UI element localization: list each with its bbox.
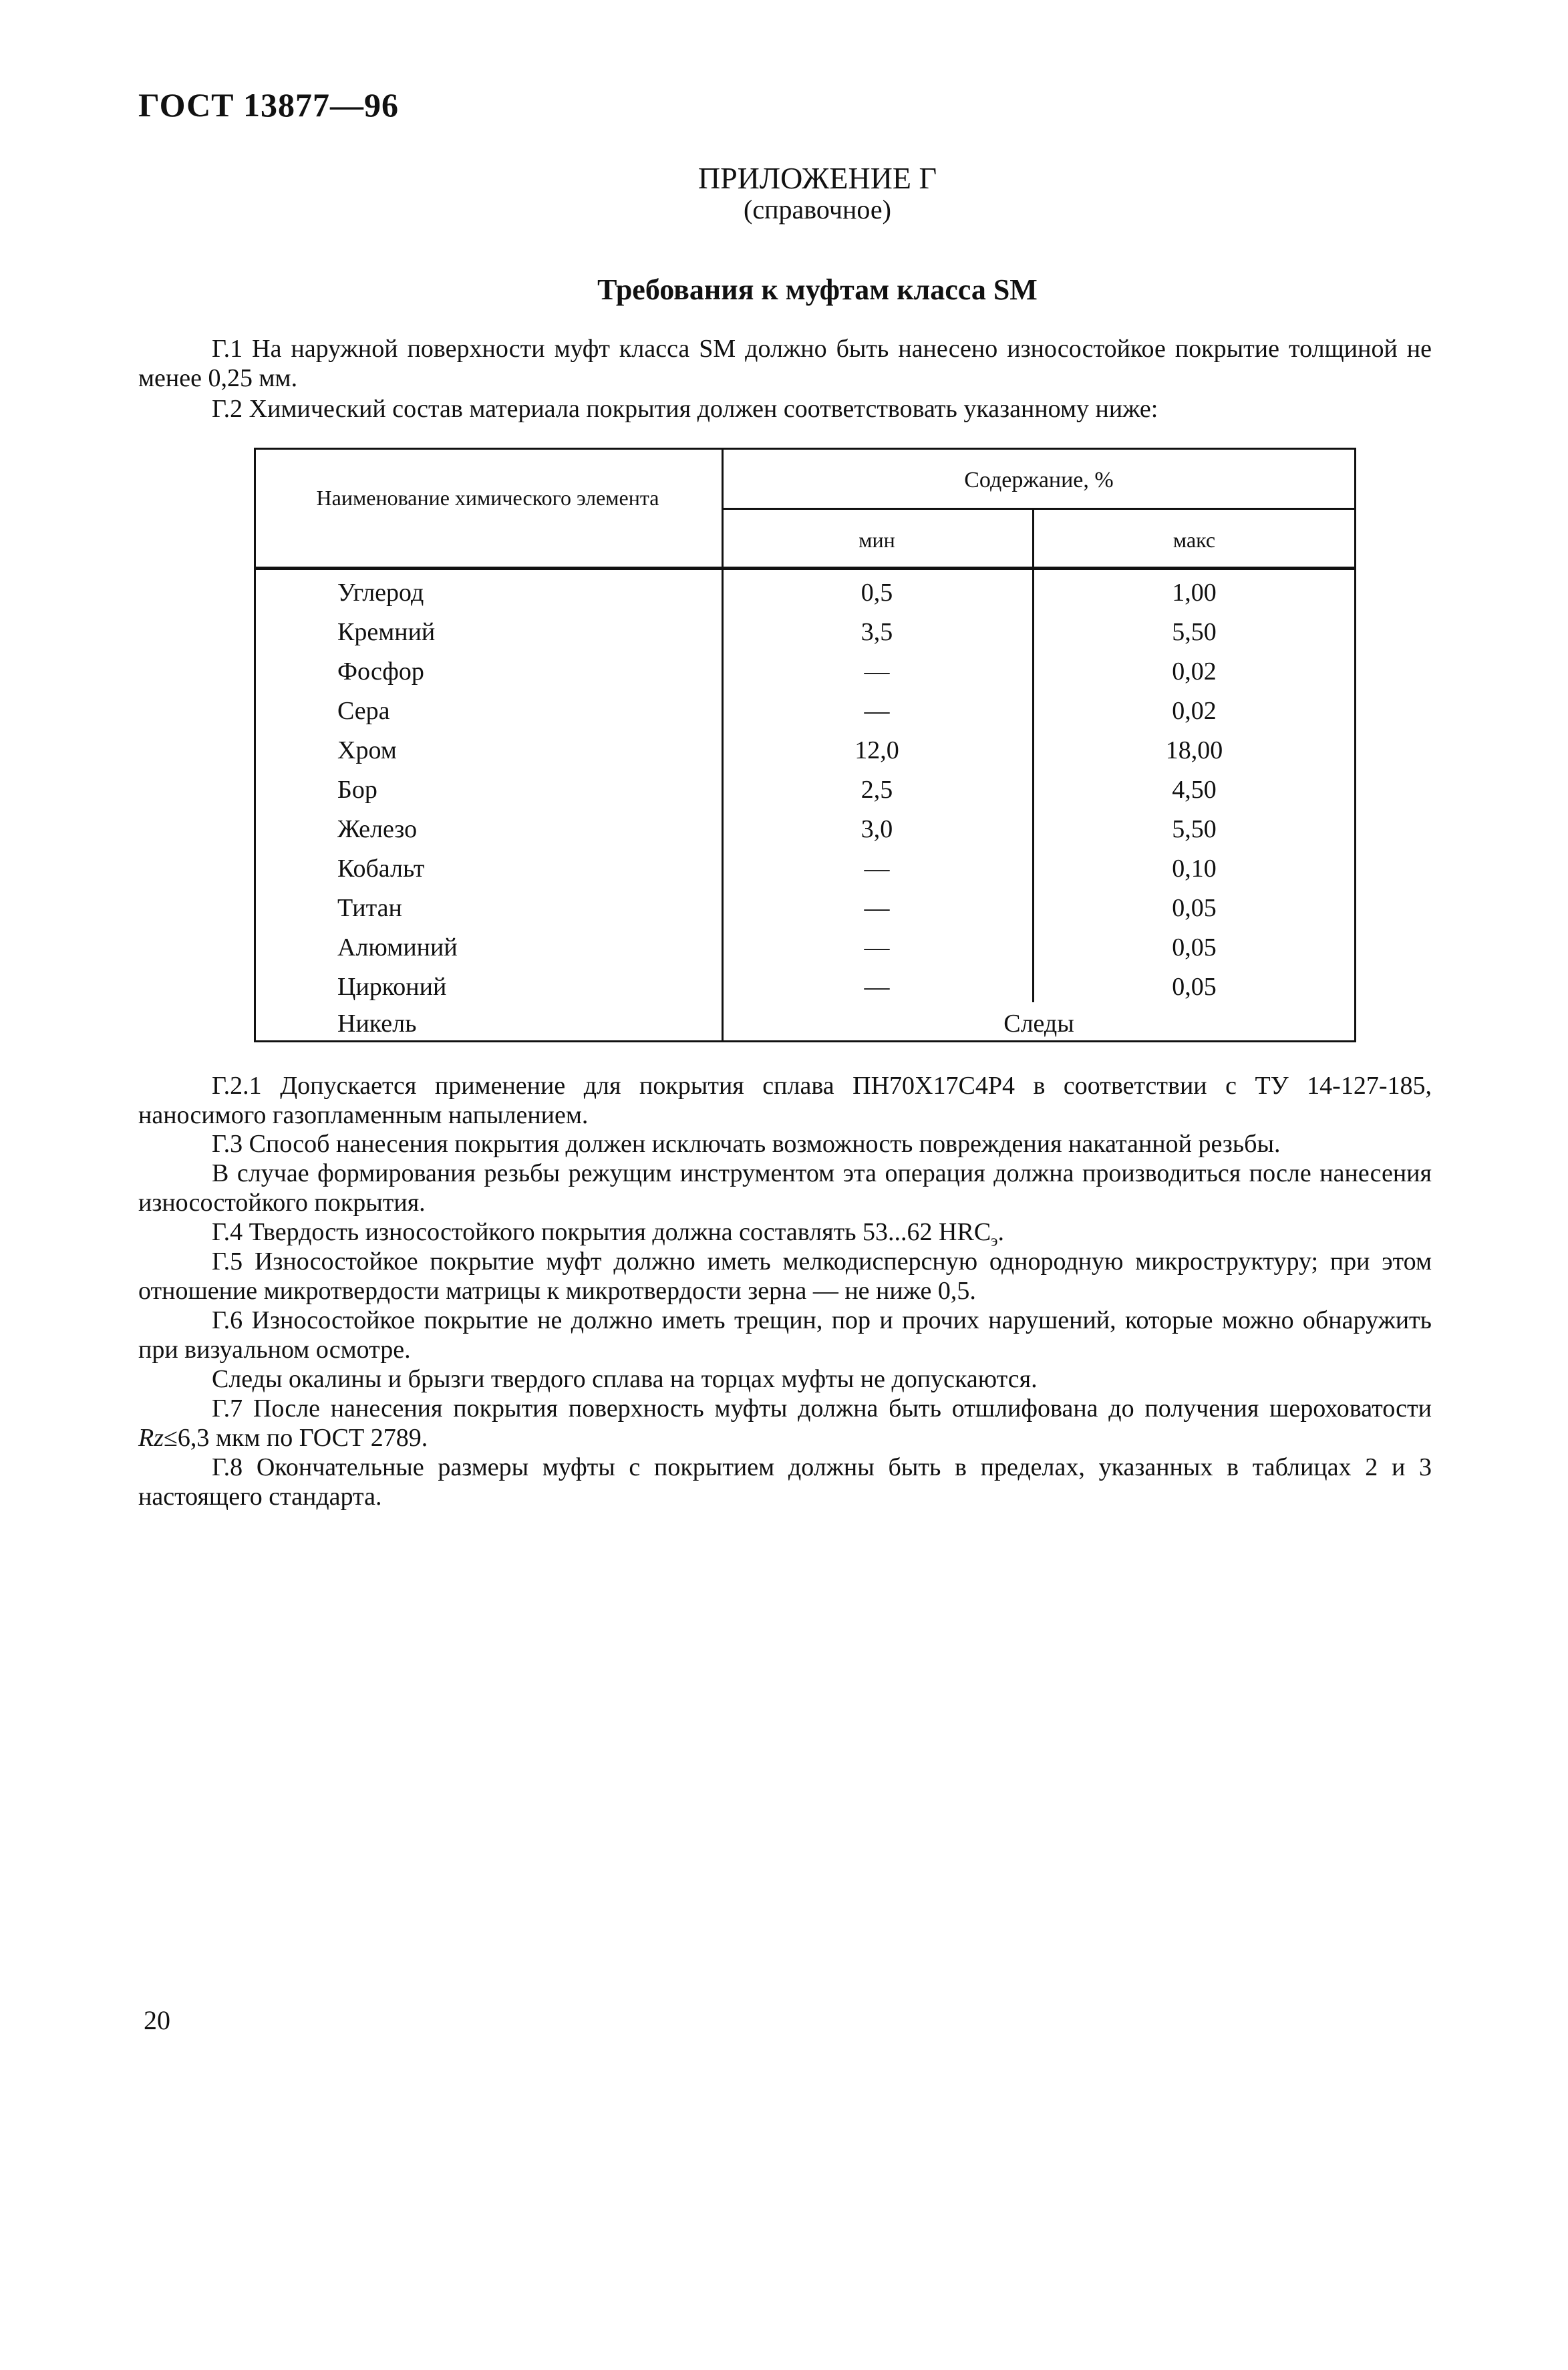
header-divider xyxy=(722,508,1356,510)
paragraph-g6-note: Следы окалины и брызги твердого сплава на торцах муфты не допускаются. xyxy=(212,1365,1038,1393)
element-name: Бор xyxy=(337,776,377,804)
paragraph-g3-note: В случае формирования резьбы режущим инструментом эта операция должна производиться после нанесения износостойкого покрытия. xyxy=(138,1159,1432,1217)
min-value: — xyxy=(864,657,890,686)
table-row xyxy=(254,696,1356,736)
table-row xyxy=(254,933,1356,972)
element-name: Железо xyxy=(337,815,418,843)
min-value: 3,0 xyxy=(860,815,893,843)
appendix-subtitle: (справочное) xyxy=(744,194,891,225)
max-value: 1,00 xyxy=(1172,579,1217,607)
table-row xyxy=(254,893,1356,933)
max-value: 5,50 xyxy=(1172,815,1217,843)
table-row xyxy=(254,775,1356,814)
max-value: 0,05 xyxy=(1172,933,1217,961)
header-bottom-rule xyxy=(254,567,1356,570)
table-row xyxy=(254,657,1356,696)
g4-text: Г.4 Твердость износостойкого покрытия должна составлять 53...62 HRC xyxy=(212,1218,991,1246)
composition-table xyxy=(254,448,1356,1042)
table-row xyxy=(254,1009,1356,1048)
column-header-content: Содержание, % xyxy=(964,468,1114,492)
element-name: Хром xyxy=(337,736,397,764)
g7-rz: Rz xyxy=(138,1424,164,1452)
column-header-max: макс xyxy=(1172,528,1216,552)
max-value: 0,05 xyxy=(1172,973,1217,1001)
paragraph-g6: Г.6 Износостойкое покрытие не должно иметь трещин, пор и прочих нарушений, которые можно обнаружить при визуальном осмотре. xyxy=(138,1306,1432,1364)
section-title: Требования к муфтам класса SM xyxy=(597,273,1038,306)
min-value: — xyxy=(864,855,890,883)
column-header-element: Наименование химического элемента xyxy=(316,486,659,510)
paragraph-g5: Г.5 Износостойкое покрытие муфт должно иметь мелкодисперсную однородную микроструктуру; при этом отношение микротвердости матрицы к микротвердости зерна — не ниже 0,5. xyxy=(138,1247,1432,1305)
max-value: 0,02 xyxy=(1172,697,1217,725)
column-header-min: мин xyxy=(858,528,895,552)
table-row xyxy=(254,736,1356,775)
min-value: 0,5 xyxy=(860,579,893,607)
trace-value: Следы xyxy=(1003,1010,1074,1038)
max-value: 0,05 xyxy=(1172,894,1217,922)
max-value: 0,10 xyxy=(1172,855,1217,883)
g7-end: ≤6,3 мкм по ГОСТ 2789. xyxy=(164,1424,428,1452)
document-code: ГОСТ 13877—96 xyxy=(138,86,400,124)
min-value: — xyxy=(864,894,890,922)
table-row xyxy=(254,972,1356,1012)
max-value: 4,50 xyxy=(1172,776,1217,804)
page-number: 20 xyxy=(144,2005,170,2035)
paragraph-g2-1: Г.2.1 Допускается применение для покрытия сплава ПН70Х17С4Р4 в соответствии с ТУ 14-127-185, наносимого газопламенным напылением. xyxy=(138,1072,1432,1129)
paragraph-g1: Г.1 На наружной поверхности муфт класса SM должно быть нанесено износостойкое покрытие толщиной не менее 0,25 мм. xyxy=(138,335,1432,392)
g4-subscript: э xyxy=(991,1232,998,1250)
table-row xyxy=(254,578,1356,617)
min-value: 12,0 xyxy=(854,736,899,764)
paragraph-g3: Г.3 Способ нанесения покрытия должен исключать возможность повреждения накатанной резьбы. xyxy=(212,1130,1281,1158)
min-value: — xyxy=(864,973,890,1001)
paragraph-g7 xyxy=(138,1394,1432,1453)
element-name: Сера xyxy=(337,697,390,725)
element-name: Алюминий xyxy=(337,933,458,961)
max-value: 18,00 xyxy=(1165,736,1223,764)
table-row xyxy=(254,854,1356,893)
min-value: — xyxy=(864,697,890,725)
max-value: 5,50 xyxy=(1172,618,1217,646)
table-row xyxy=(254,617,1356,657)
appendix-title: ПРИЛОЖЕНИЕ Г xyxy=(697,161,937,195)
element-name: Цирконий xyxy=(337,973,447,1001)
min-value: 3,5 xyxy=(860,618,893,646)
element-name: Фосфор xyxy=(337,657,424,686)
min-value: 2,5 xyxy=(860,776,893,804)
g4-end: . xyxy=(997,1218,1004,1246)
element-name: Кремний xyxy=(337,618,436,646)
element-name: Титан xyxy=(337,894,402,922)
element-name: Кобальт xyxy=(337,855,425,883)
table-row xyxy=(254,814,1356,854)
min-value: — xyxy=(864,933,890,961)
paragraph-g2: Г.2 Химический состав материала покрытия должен соответствовать указанному ниже: xyxy=(212,395,1158,423)
element-name: Углерод xyxy=(337,579,424,607)
element-name: Никель xyxy=(337,1010,417,1038)
g7-text: Г.7 После нанесения покрытия поверхность муфты должна быть отшлифована до получения шероховатости xyxy=(212,1394,1432,1423)
paragraph-g8: Г.8 Окончательные размеры муфты с покрытием должны быть в пределах, указанных в таблицах 2 и 3 настоящего стандарта. xyxy=(138,1453,1432,1511)
max-value: 0,02 xyxy=(1172,657,1217,686)
